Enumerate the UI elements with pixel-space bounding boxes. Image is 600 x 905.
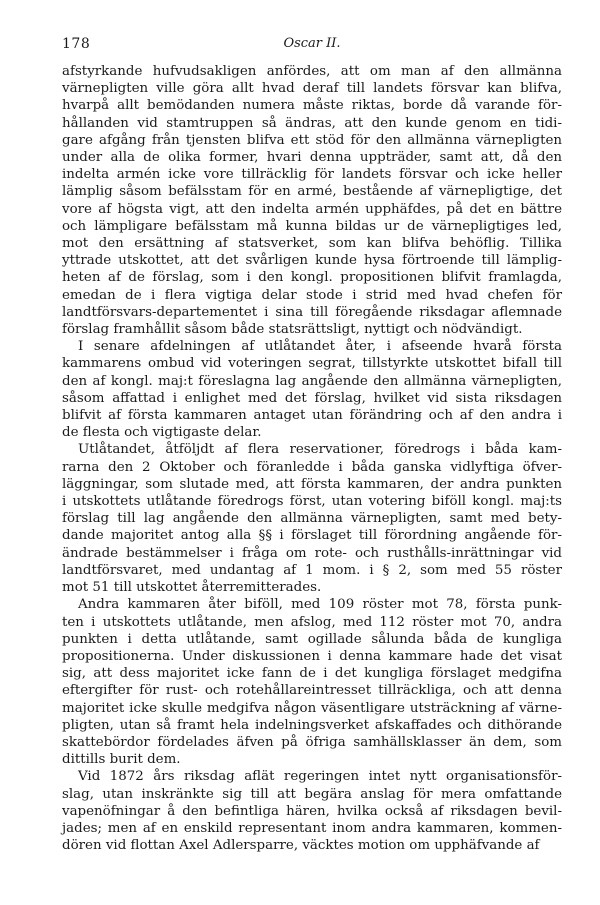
text-line: Utlåtandet, åtföljdt af flera reservationer, föredrogs i båda kam- (78, 442, 562, 458)
text-line: dören vid flottan Axel Adlersparre, väcktes motion om upphäfvande af (62, 838, 540, 854)
text-line: i utskottets utlåtande föredrogs först, utan votering biföll kongl. maj:ts (62, 494, 562, 510)
text-line: läggningar, som slutade med, att första kammaren, der andra punkten (62, 476, 562, 492)
page-header (62, 36, 562, 56)
text-line: Andra kammaren åter biföll, med 109 röster mot 78, första punk- (78, 597, 562, 613)
text-line: eftergifter för rust- och rotehållareintresset tillräckliga, och att denna (62, 683, 562, 699)
text-line: mot 51 till utskottet återremitterades. (62, 580, 322, 596)
text-line: heten af de förslag, som i den kongl. propositionen blifvit framlagda, (62, 270, 562, 286)
text-line: ten i utskottets utlåtande, men afslog, med 112 röster mot 70, andra (62, 614, 562, 630)
text-line: under alla de olika former, hvari denna uppträder, samt att, då den (62, 150, 562, 166)
text-line: gare afgång från tjensten blifva ett stöd för den allmänna värnepligten (62, 132, 562, 148)
text-line: förslag till lag angående den allmänna värnepligten, samt med bety- (62, 511, 562, 527)
text-line: landtförsvaret, med undantag af 1 mom. i § 2, som med 55 röster (62, 562, 562, 578)
paragraph (62, 596, 562, 768)
paragraph (62, 338, 562, 441)
page-number: 178 (62, 36, 91, 52)
text-line: yttrade utskottet, att det svårligen kunde hysa förtroende till lämplig- (62, 253, 562, 269)
text-line: skattebördor fördelades äfven på öfriga samhällsklasser än dem, som (62, 734, 562, 750)
text-line: dande majoritet antog alla §§ i förslaget till förordning angående för- (62, 528, 562, 544)
text-line: rarna den 2 Oktober och föranledde i båda ganska vidlyftiga öfver- (62, 459, 562, 475)
text-line: majoritet icke skulle medgifva någon väsentligare utsträckning af värne- (62, 700, 562, 716)
text-line: emedan de i flera vigtiga delar stode i strid med hvad chefen för (62, 287, 562, 303)
running-title: Oscar II. (283, 36, 341, 51)
text-line: kammarens ombud vid voteringen segrat, tillstyrkte utskottet bifall till (62, 356, 562, 372)
text-line: slag, utan inskränkte sig till att begära anslag för mera omfattande (62, 786, 562, 802)
text-line: vore af högsta vigt, att den indelta armén upphäfdes, på det en bättre (62, 201, 562, 217)
text-line: den af kongl. maj:t föreslagna lag angående den allmänna värnepligten, (62, 373, 562, 389)
text-line: hvarpå allt bemödanden numera måste riktas, borde då varande för- (62, 98, 562, 114)
text-line: sig, att dess majoritet icke fann de i det kungliga förslaget medgifna (62, 666, 562, 682)
text-line: förslag framhållit såsom både statsrättsligt, nyttigt och nödvändigt. (62, 322, 523, 338)
paragraph (62, 768, 562, 854)
text-line: pligten, utan så framt hela indelningsverket afskaffades och dithörande (62, 717, 562, 733)
text-line: indelta armén icke vore tillräcklig för landets försvar och icke heller (62, 167, 562, 183)
text-line: vapenöfningar å den befintliga hären, hvilka också af riksdagen bevil- (62, 803, 562, 819)
text-line: dittills burit dem. (62, 752, 181, 768)
paragraph (62, 63, 562, 338)
text-line: mot den ersättning af statsverket, som kan blifva behöflig. Tillika (62, 236, 562, 252)
text-line: hållanden vid stamtruppen så ändras, att den kunde genom en tidi- (62, 115, 562, 131)
text-line: afstyrkande hufvudsakligen anfördes, att om man af den allmänna (62, 64, 562, 79)
text-line: de flesta och vigtigaste delar. (62, 425, 262, 441)
text-line: jades; men af en enskild representant inom andra kammaren, kommen- (62, 820, 562, 836)
paragraph (62, 441, 562, 596)
text-line: såsom affattad i enlighet med det förslag, hvilket vid sista riksdagen (62, 390, 562, 406)
text-line: och lämpligare befälsstam må kunna bildas ur de värnepligtiges led, (62, 218, 562, 234)
text-line: punkten i detta utlåtande, samt ogillade sålunda båda de kungliga (62, 631, 562, 647)
text-line: I senare afdelningen af utlåtandet åter, i afseende hvarå första (78, 339, 562, 355)
text-line: värnepligten ville göra allt hvad deraf till landets försvar kan blifva, (62, 81, 562, 97)
text-line: propositionerna. Under diskussionen i denna kammare hade det visat (62, 648, 562, 664)
text-line: blifvit af första kammaren antaget utan förändring och af den andra i (62, 408, 562, 424)
text-line: ändrade bestämmelser i fråga om rote- och rusthålls-inrättningar vid (62, 545, 562, 561)
text-line: landtförsvars-departementet i sina till föregående riksdagar aflemnade (62, 304, 562, 320)
text-line: lämplig såsom befälsstam för en armé, bestående af värnepligtige, det (62, 184, 562, 200)
text-line: Vid 1872 års riksdag aflät regeringen intet nytt organisationsför- (78, 769, 562, 785)
body-text (62, 63, 562, 854)
